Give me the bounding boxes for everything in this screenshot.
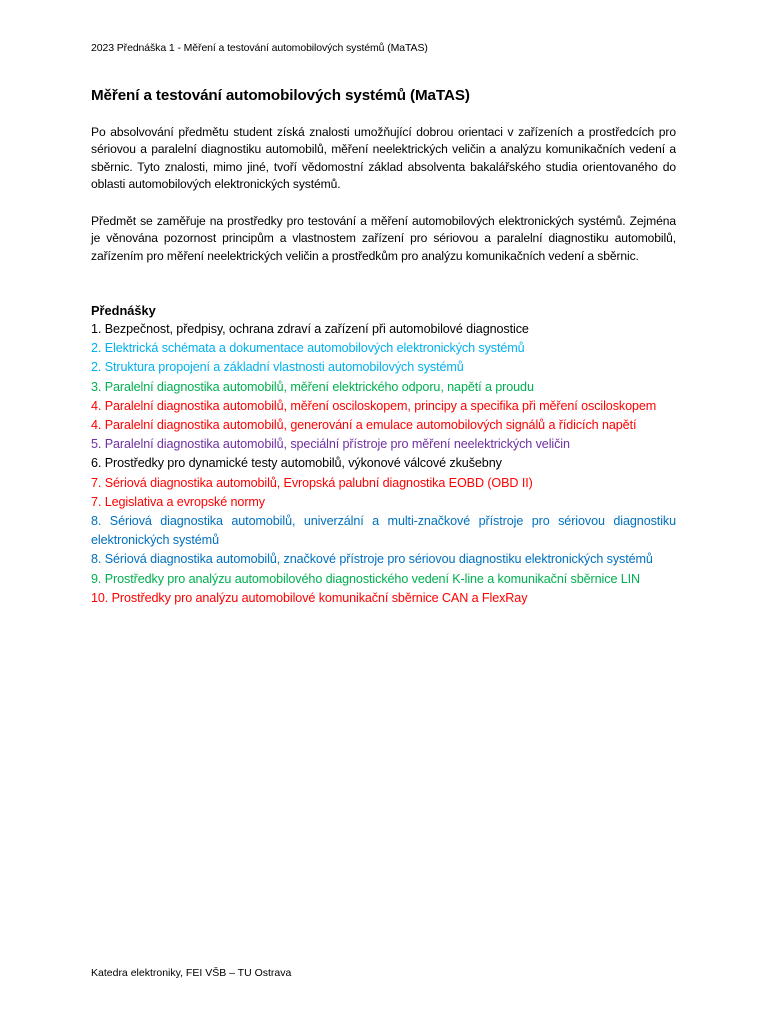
lecture-item: 10. Prostředky pro analýzu automobilové komunikační sběrnice CAN a FlexRay: [91, 590, 528, 605]
lecture-item: 9. Prostředky pro analýzu automobilového diagnostického vedení K-line a komunikační sběrnice LIN: [91, 571, 641, 586]
lecture-item: 8. Sériová diagnostika automobilů, značkové přístroje pro sériovou diagnostiku elektronických systémů: [91, 552, 653, 567]
lecture-item: 3. Paralelní diagnostika automobilů, měření elektrického odporu, napětí a proudu: [91, 379, 534, 394]
lecture-item: 4. Paralelní diagnostika automobilů, měření osciloskopem, principy a specifika při měření osciloskopem: [91, 398, 657, 413]
lecture-item: 1. Bezpečnost, předpisy, ochrana zdraví a zařízení při automobilové diagnostice: [91, 322, 529, 336]
document-title: Měření a testování automobilových systémů (MaTAS): [91, 87, 470, 104]
lecture-item: 2. Elektrická schémata a dokumentace automobilových elektronických systémů: [91, 341, 525, 356]
lecture-item: 4. Paralelní diagnostika automobilů, generování a emulace automobilových signálů a řídicích napětí: [91, 418, 637, 433]
lecture-item: 5. Paralelní diagnostika automobilů, speciální přístroje pro měření neelektrických veličin: [91, 437, 570, 452]
page-footer: Katedra elektroniky, FEI VŠB – TU Ostrava: [91, 967, 292, 979]
lecture-item: 2. Struktura propojení a základní vlastnosti automobilových systémů: [91, 360, 464, 375]
lecture-list: [91, 320, 676, 608]
running-header: 2023 Přednáška 1 - Měření a testování automobilových systémů (MaTAS): [91, 42, 428, 54]
lecture-item: 7. Legislativa a evropské normy: [91, 494, 265, 509]
lecture-item: 8. Sériová diagnostika automobilů, univerzální a multi-značkové přístroje pro sériovou diagnostiku elektronických systémů: [91, 514, 676, 548]
lectures-section: [91, 302, 676, 608]
lecture-item: 6. Prostředky pro dynamické testy automobilů, výkonové válcové zkušebny: [91, 456, 502, 471]
lectures-heading: Přednášky: [91, 303, 156, 318]
lecture-item: 7. Sériová diagnostika automobilů, Evropská palubní diagnostika EOBD (OBD II): [91, 475, 533, 490]
intro-paragraph-1: Po absolvování předmětu student získá znalosti umožňující dobrou orientaci v zařízeních a prostředcích pro sériovou a paralelní diagnostiku automobilů, měření neelektrických veličin a analýzu komunikačních vedení a sběrnic. Tyto znalosti, mimo jiné, tvoří vědomostní základ absolventa bakalářského studia orientovaného do oblasti automobilových elektronických systémů.: [91, 125, 676, 192]
intro-paragraph-2: Předmět se zaměřuje na prostředky pro testování a měření automobilových elektronických systémů. Zejména je věnována pozornost principům a vlastnostem zařízení pro sériovou a paralelní diagnostiku automobilů, zařízením pro měření neelektrických veličin a prostředkům pro analýzu komunikačních vedení a sběrnic.: [91, 214, 676, 263]
